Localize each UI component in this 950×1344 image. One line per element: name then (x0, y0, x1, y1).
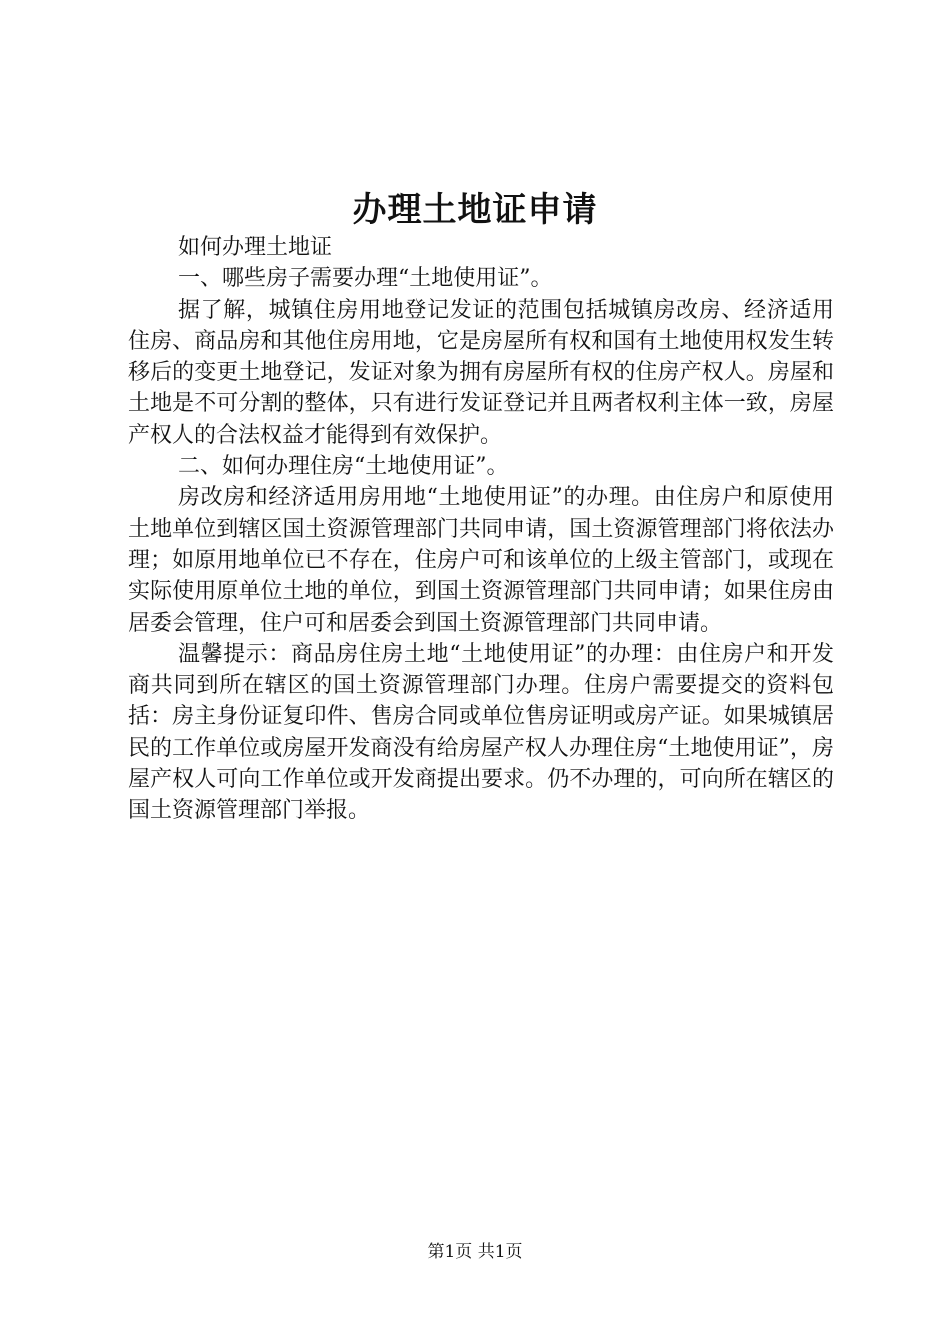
paragraph-section-2-body: 房改房和经济适用房用地“土地使用证”的办理。由住房户和原使用土地单位到辖区国土资源管理部门共同申请，国土资源管理部门将依法办理；如原用地单位已不存在，住房户可和该单位的上级主管部门，或现在实际使用原单位土地的单位，到国土资源管理部门共同申请；如果住房由居委会管理，住户可和居委会到国土资源管理部门共同申请。 (128, 485, 834, 636)
page-footer: 第1页 共1页 (427, 1242, 523, 1262)
paragraph-section-2-title: 二、如何办理住房“土地使用证”。 (178, 454, 509, 480)
document-body (128, 232, 834, 827)
paragraph-tip: 温馨提示：商品房住房土地“土地使用证”的办理：由住房户和开发商共同到所在辖区的国土资源管理部门办理。住房户需要提交的资料包括：房主身份证复印件、售房合同或单位售房证明或房产证。如果城镇居民的工作单位或房屋开发商没有给房屋产权人办理住房“土地使用证”，房屋产权人可向工作单位或开发商提出要求。仍不办理的，可向所在辖区的国土资源管理部门举报。 (128, 641, 834, 824)
paragraph-heading: 如何办理土地证 (178, 235, 333, 260)
paragraph-section-1-body: 据了解，城镇住房用地登记发证的范围包括城镇房改房、经济适用住房、商品房和其他住房用地，它是房屋所有权和国有土地使用权发生转移后的变更土地登记，发证对象为拥有房屋所有权的住房产权人。房屋和土地是不可分割的整体，只有进行发证登记并且两者权利主体一致，房屋产权人的合法权益才能得到有效保护。 (128, 297, 834, 448)
paragraph-section-1-title: 一、哪些房子需要办理“土地使用证”。 (178, 266, 553, 292)
document-title: 办理土地证申请 (352, 190, 598, 230)
